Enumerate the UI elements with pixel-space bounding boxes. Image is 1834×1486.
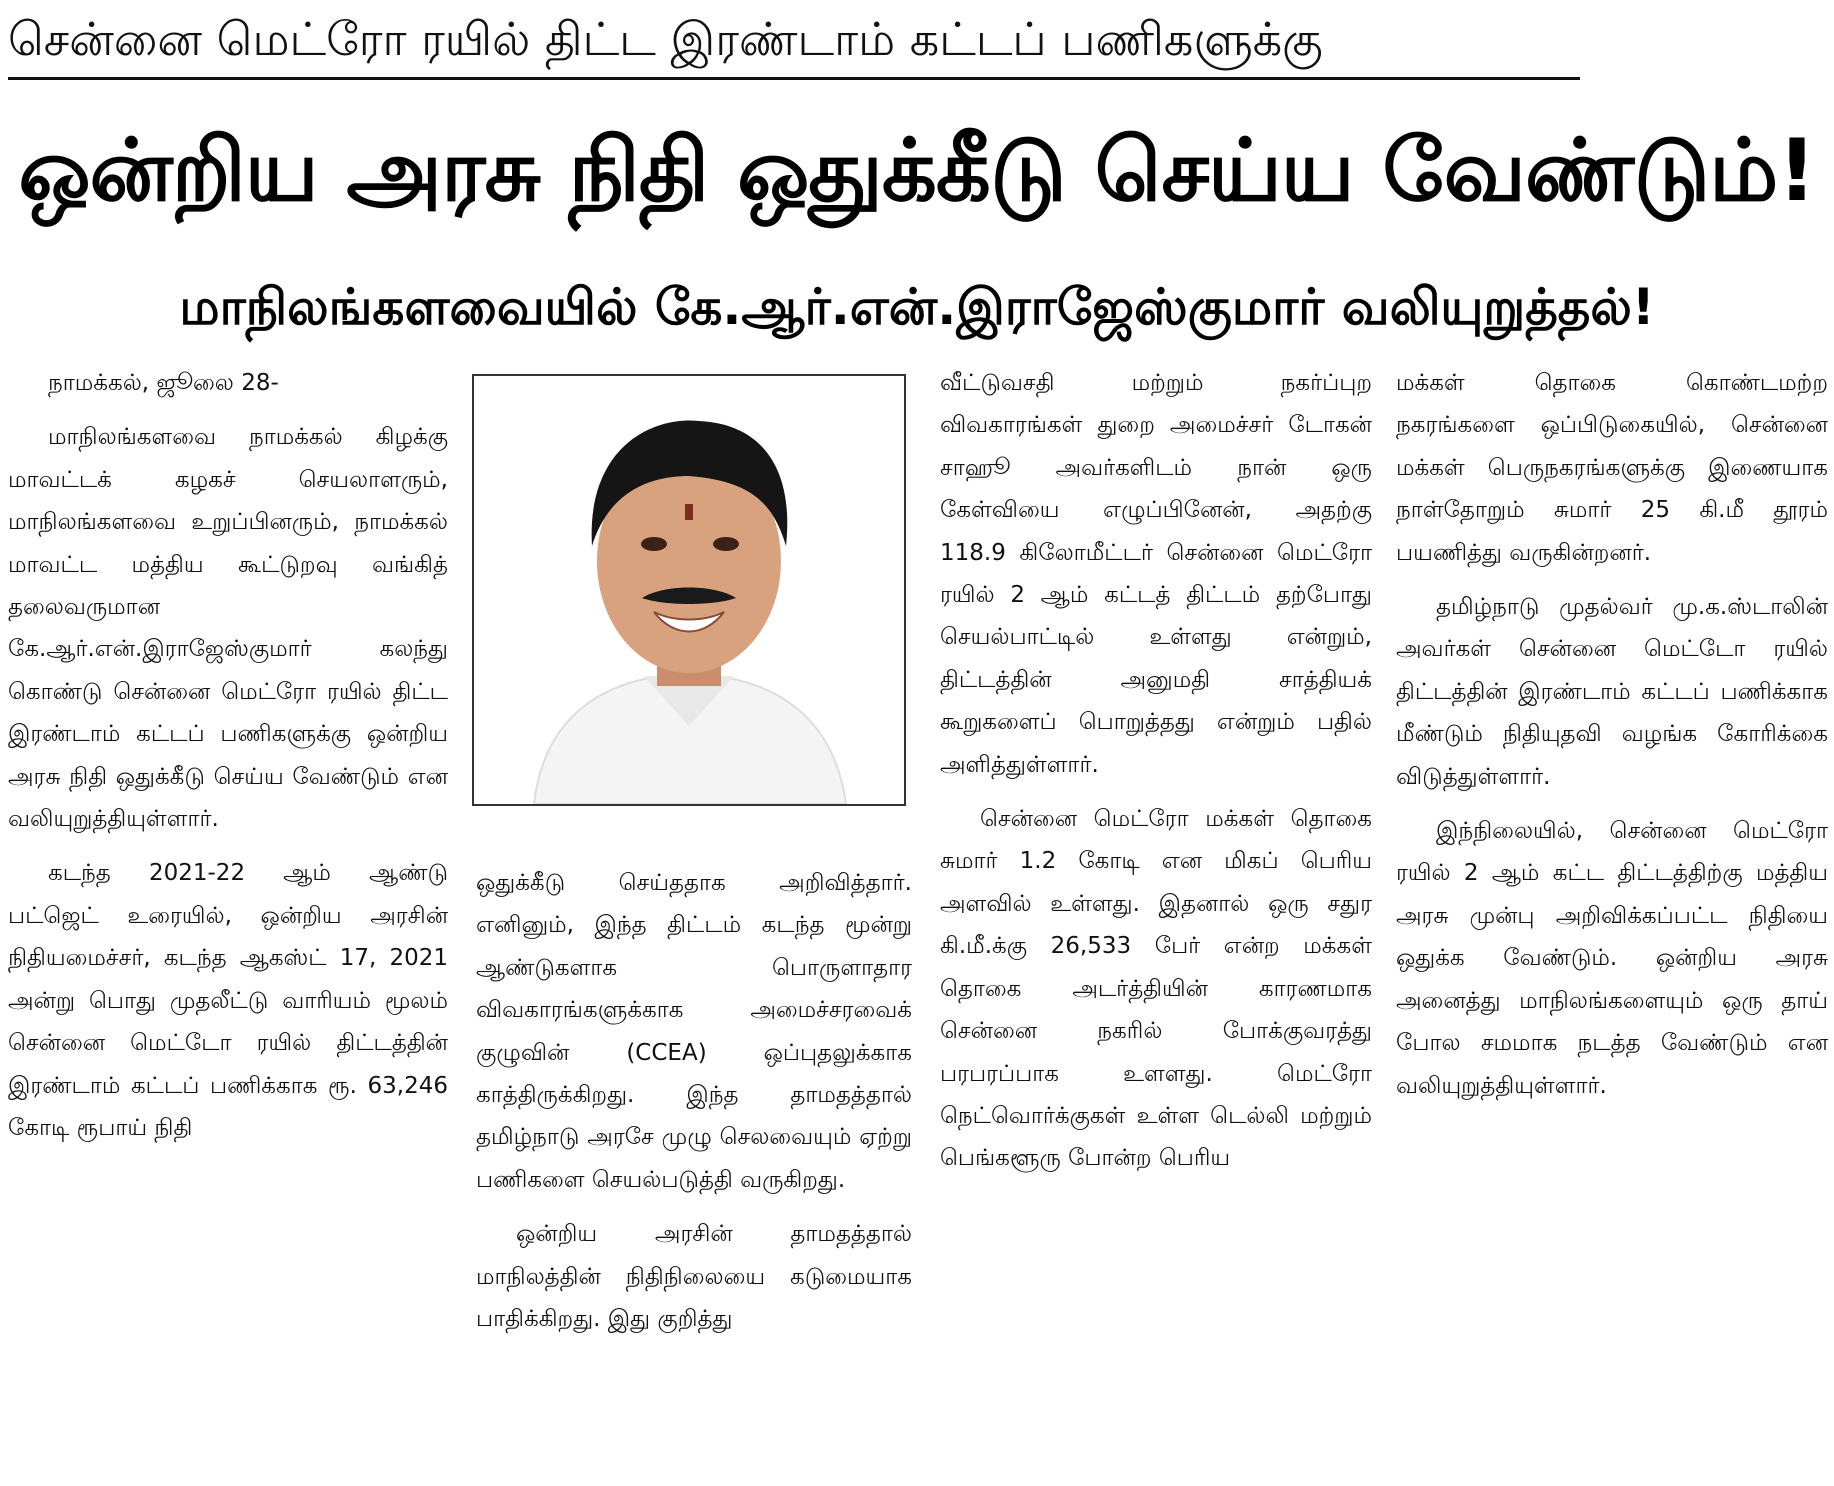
article-column-3 bbox=[940, 362, 1372, 1480]
dateline: நாமக்கல், ஜூலை 28- bbox=[48, 370, 279, 396]
tilak-mark bbox=[685, 504, 693, 520]
main-headline: ஒன்றிய அரசு நிதி ஒதுக்கீடு செய்ய வேண்டும்! bbox=[18, 121, 1816, 221]
left-eye bbox=[641, 537, 667, 551]
portrait-photo-icon bbox=[474, 376, 904, 804]
paragraph: ஒதுக்கீடு செய்ததாக அறிவித்தார். எனினும், இந்த திட்டம் கடந்த மூன்று ஆண்டுகளாக பொருளாதார விவகாரங்களுக்காக அமைச்சரவைக் குழுவின் (CCEA) ஒப்புதலுக்காக காத்திருக்கிறது. இந்த தாமதத்தால் தமிழ்நாடு அரசே முழு செலவையும் ஏற்று பணிகளை செயல்படுத்தி வருகிறது. bbox=[476, 870, 912, 1193]
paragraph: ஒன்றிய அரசின் தாமதத்தால் மாநிலத்தின் நிதிநிலையை கடுமையாக பாதிக்கிறது. இது குறித்து bbox=[476, 1221, 912, 1333]
paragraph: தமிழ்நாடு முதல்வர் மு.க.ஸ்டாலின் அவர்கள் சென்னை மெட்டோ ரயில் திட்டத்தின் இரண்டாம் கட்டப் பணிக்காக மீண்டும் நிதியுதவி வழங்க கோரிக்கை விடுத்துள்ளார். bbox=[1396, 594, 1828, 790]
kicker-underline bbox=[8, 77, 1580, 80]
paragraph: இந்நிலையில், சென்னை மெட்ரோ ரயில் 2 ஆம் கட்ட திட்டத்திற்கு மத்திய அரசு முன்பு அறிவிக்கப்பட்ட நிதியை ஒதுக்க வேண்டும். ஒன்றிய அரசு அனைத்து மாநிலங்களையும் ஒரு தாய் போல சமமாக நடத்த வேண்டும் என வலியுறுத்தியுள்ளார். bbox=[1396, 818, 1828, 1099]
article-column-1 bbox=[8, 362, 448, 1480]
paragraph: வீட்டுவசதி மற்றும் நகர்ப்புற விவகாரங்கள் துறை அமைச்சர் டோகன் சாஹூ அவர்களிடம் நான் ஒரு கேள்வியை எழுப்பினேன், அதற்கு 118.9 கிலோமீட்டர் சென்னை மெட்ரோ ரயில் 2 ஆம் கட்டத் திட்டம் தற்போது செயல்பாட்டில் உள்ளது என்றும், திட்டத்தின் அனுமதி சாத்தியக் கூறுகளைப் பொறுத்தது என்றும் பதில் அளித்துள்ளார். bbox=[940, 370, 1372, 778]
kicker-headline: சென்னை மெட்ரோ ரயில் திட்ட இரண்டாம் கட்டப் பணிகளுக்கு bbox=[8, 12, 1323, 66]
paragraph: மாநிலங்களவை நாமக்கல் கிழக்கு மாவட்டக் கழகச் செயலாளரும், மாநிலங்களவை உறுப்பினரும், நாமக்கல் மாவட்ட மத்திய கூட்டுறவு வங்கித் தலைவருமான கே.ஆர்.என்.இராஜேஸ்குமார் கலந்து கொண்டு சென்னை மெட்ரோ ரயில் திட்ட இரண்டாம் கட்டப் பணிகளுக்கு ஒன்றிய அரசு நிதி ஒதுக்கீடு செய்ய வேண்டும் என வலியுறுத்தியுள்ளார். bbox=[8, 424, 448, 833]
right-eye bbox=[713, 537, 739, 551]
portrait-photo bbox=[472, 374, 906, 806]
article-column-2 bbox=[476, 862, 912, 1480]
article-column-4 bbox=[1396, 362, 1828, 1480]
paragraph: மக்கள் தொகை கொண்டமற்ற நகரங்களை ஒப்பிடுகையில், சென்னை மக்கள் பெருநகரங்களுக்கு இணையாக நாள்தோறும் சுமார் 25 கி.மீ தூரம் பயணித்து வருகின்றனர். bbox=[1396, 370, 1828, 566]
sub-headline: மாநிலங்களவையில் கே.ஆர்.என்.இராஜேஸ்குமார் வலியுறுத்தல்! bbox=[179, 278, 1655, 336]
paragraph: சென்னை மெட்ரோ மக்கள் தொகை சுமார் 1.2 கோடி என மிகப் பெரிய அளவில் உள்ளது. இதனால் ஒரு சதுர கி.மீ.க்கு 26,533 பேர் என்ற மக்கள் தொகை அடர்த்தியின் காரணமாக சென்னை நகரில் போக்குவரத்து பரபரப்பாக உளளது. மெட்ரோ நெட்வொர்க்குகள் உள்ள டெல்லி மற்றும் பெங்களூரு போன்ற பெரிய bbox=[940, 806, 1372, 1172]
paragraph: கடந்த 2021-22 ஆம் ஆண்டு பட்ஜெட் உரையில், ஒன்றிய அரசின் நிதியமைச்சர், கடந்த ஆகஸ்ட் 17, 2021 அன்று பொது முதலீட்டு வாரியம் மூலம் சென்னை மெட்டோ ரயில் திட்டத்தின் இரண்டாம் கட்டப் பணிக்காக ரூ. 63,246 கோடி ரூபாய் நிதி bbox=[8, 860, 448, 1141]
